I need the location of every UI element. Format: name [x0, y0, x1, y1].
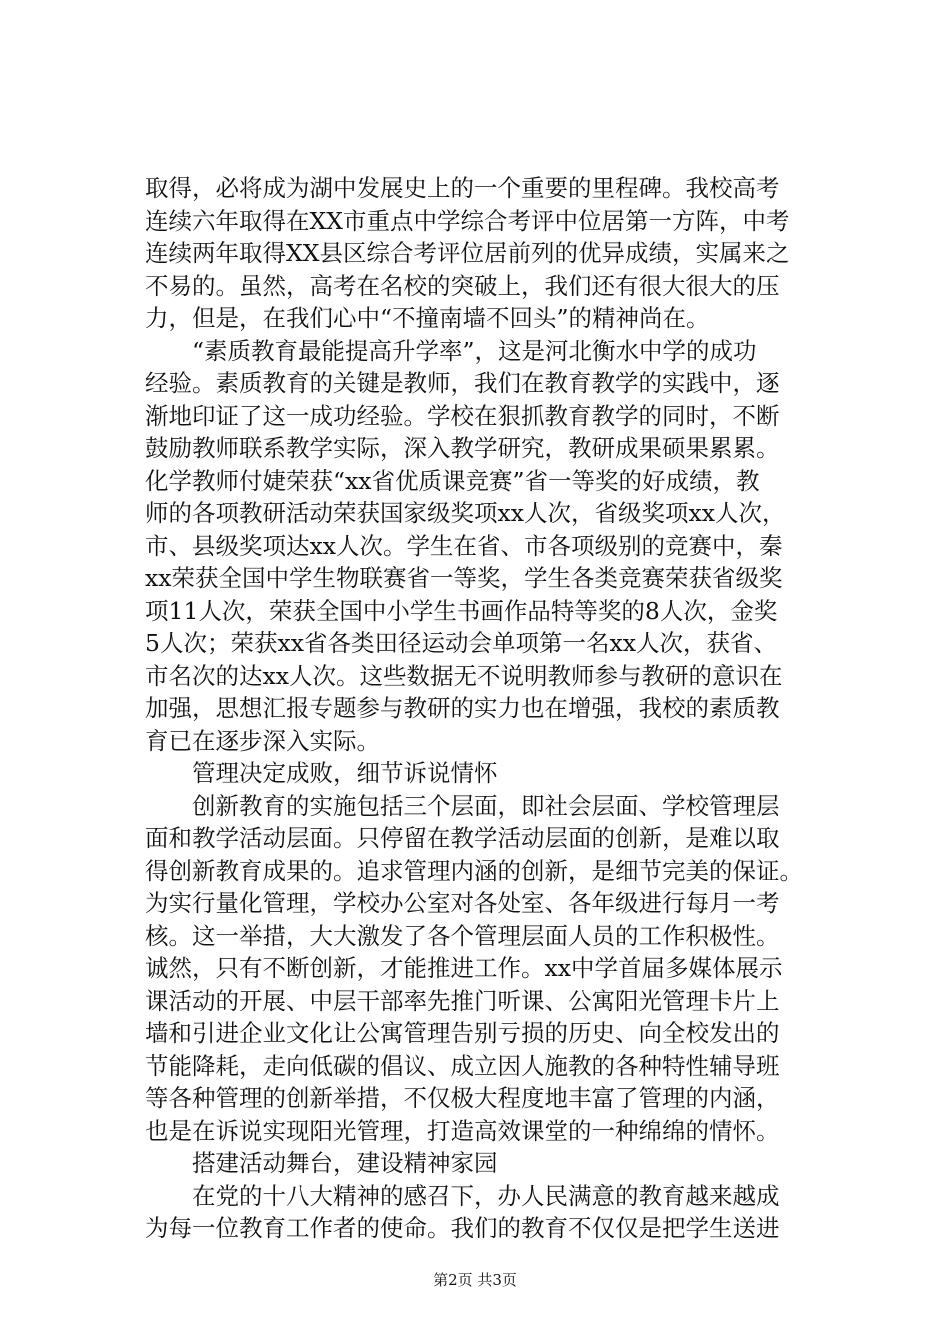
- text-line: 渐地印证了这一成功经验。学校在狠抓教育教学的同时，不断: [145, 401, 780, 430]
- text-line: 化学教师付婕荣获“xx省优质课竞赛”省一等奖的好成绩，教: [145, 466, 760, 495]
- text-line: 节能降耗，走向低碳的倡议、成立因人施教的各种特性辅导班: [145, 1051, 780, 1080]
- text-line: 经验。素质教育的关键是教师，我们在教育教学的实践中，逐: [145, 369, 780, 397]
- text-line: 墙和引进企业文化让公寓管理告别亏损的历史、向全校发出的: [145, 1019, 780, 1047]
- text-line: 5人次；荣获xx省各类田径运动会单项第一名xx人次，获省、: [145, 629, 777, 657]
- text-line: 面和教学活动层面。只停留在教学活动层面的创新，是难以取: [145, 824, 780, 852]
- text-line: 连续两年取得XX县区综合考评位居前列的优异成绩，实属来之: [145, 239, 790, 267]
- text-line: 为每一位教育工作者的使命。我们的教育不仅仅是把学生送进: [145, 1214, 780, 1242]
- page-footer: 第2页 共3页: [433, 1271, 517, 1289]
- text-line: 核。这一举措，大大激发了各个管理层面人员的工作积极性。: [145, 921, 780, 950]
- text-line: 项11人次，荣获全国中小学生书画作品特等奖的8人次，金奖: [145, 596, 778, 625]
- text-line: 为实行量化管理，学校办公室对各处室、各年级进行每月一考: [145, 889, 780, 917]
- text-line: 管理决定成败，细节诉说情怀: [192, 759, 498, 787]
- text-line: “素质教育最能提高升学率”，这是河北衡水中学的成功: [192, 336, 757, 365]
- text-line: 鼓励教师联系教学实际，深入教学研究，教研成果硕果累累。: [145, 434, 780, 462]
- text-line: 师的各项教研活动荣获国家级奖项xx人次，省级奖项xx人次，: [145, 499, 786, 527]
- text-line: 取得，必将成为湖中发展史上的一个重要的里程碑。我校高考: [145, 174, 780, 202]
- text-line: 也是在诉说实现阳光管理，打造高效课堂的一种绵绵的情怀。: [145, 1116, 780, 1145]
- text-line: 育已在逐步深入实际。: [145, 726, 380, 755]
- text-line: 市、县级奖项达xx人次。学生在省、市各项级别的竞赛中，秦: [145, 531, 783, 560]
- document-body: [145, 172, 835, 1245]
- text-line: xx荣获全国中学生物联赛省一等奖，学生各类竞赛荣获省级奖: [145, 564, 783, 592]
- text-line: 力，但是，在我们心中“不撞南墙不回头”的精神尚在。: [145, 304, 710, 332]
- text-line: 在党的十八大精神的感召下，办人民满意的教育越来越成: [192, 1181, 780, 1210]
- text-line: 等各种管理的创新举措，不仅极大程度地丰富了管理的内涵，: [145, 1084, 780, 1112]
- text-line: 连续六年取得在XX市重点中学综合考评中位居第一方阵，中考: [145, 206, 790, 235]
- text-line: 课活动的开展、中层干部率先推门听课、公寓阳光管理卡片上: [145, 986, 780, 1015]
- text-line: 搭建活动舞台，建设精神家园: [192, 1149, 498, 1177]
- text-line: 创新教育的实施包括三个层面，即社会层面、学校管理层: [192, 791, 780, 820]
- text-line: 不易的。虽然，高考在名校的突破上，我们还有很大很大的压: [145, 271, 780, 300]
- text-line: 加强，思想汇报专题参与教研的实力也在增强，我校的素质教: [145, 694, 780, 722]
- text-line: 市名次的达xx人次。这些数据无不说明教师参与教研的意识在: [145, 661, 783, 690]
- text-line: 诚然，只有不断创新，才能推进工作。xx中学首届多媒体展示: [145, 954, 783, 982]
- text-line: 得创新教育成果的。追求管理内涵的创新，是细节完美的保证。: [145, 856, 803, 885]
